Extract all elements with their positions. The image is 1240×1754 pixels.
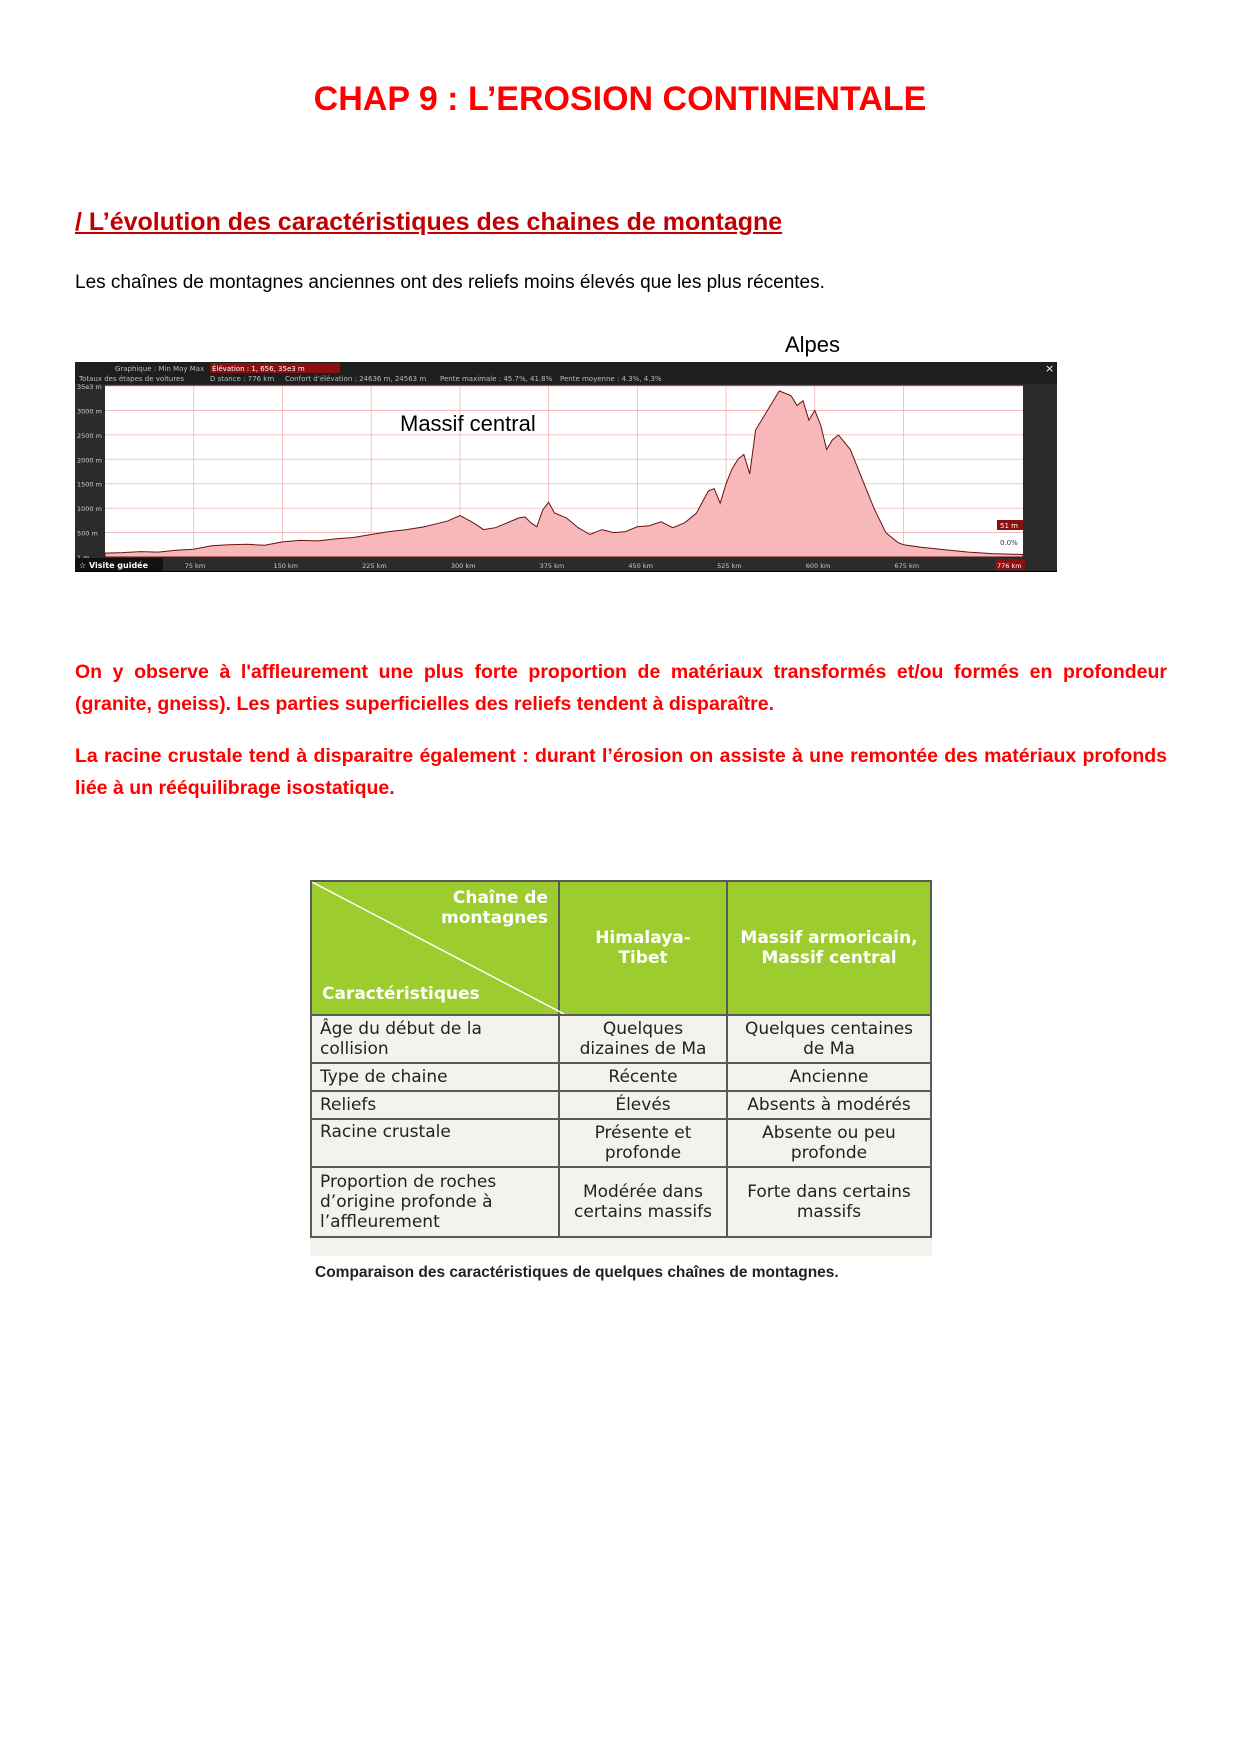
toolbar-elevation: Élévation : 1, 656, 35e3 m (212, 365, 305, 373)
x-tick-label: 525 km (717, 562, 742, 570)
label-alpes: Alpes (785, 332, 841, 357)
comparison-table (310, 880, 932, 1256)
row-label: Racine crustale (311, 1119, 559, 1167)
x-tick-label: 600 km (805, 562, 831, 570)
y-tick-label: 35e3 m (77, 383, 102, 391)
y-tick-label: 1000 m (77, 505, 102, 514)
intro-text: Les chaînes de montagnes anciennes ont des reliefs moins élevés que les plus récentes. (75, 272, 825, 293)
header-massif: Massif armoricain, Massif central (727, 881, 931, 1015)
toolbar-distance: D stance : 776 km (210, 375, 275, 383)
visit-guided-button[interactable]: ☆ Visite guidée (79, 561, 149, 570)
table-caption: Comparaison des caractéristiques de quelques chaînes de montagnes. (315, 1264, 839, 1281)
end-elevation: 51 m (1000, 522, 1018, 530)
row-value-himalaya: Modérée dans certains massifs (559, 1167, 727, 1237)
row-value-massif: Absents à modérés (727, 1091, 931, 1119)
toolbar-comfort: Confort d’élévation : 24636 m, 24563 m (285, 375, 427, 383)
table-row (311, 1015, 931, 1063)
paragraph-crustal-root: La racine crustale tend à disparaitre également : durant l’érosion on assiste à une remontée des matériaux profonds liée à un rééquilibrage isostatique. (75, 745, 1167, 799)
label-massif-central: Massif central (400, 411, 536, 436)
table-row (311, 1091, 931, 1119)
x-tick-label: 675 km (894, 562, 920, 570)
elevation-profile (75, 362, 1057, 572)
toolbar-max-slope: Pente maximale : 45.7%, 41.8% (440, 375, 553, 383)
row-value-massif: Quelques centaines de Ma (727, 1015, 931, 1063)
toolbar-totals: Totaux des étapes de voitures (79, 375, 184, 383)
row-value-massif: Absente ou peu profonde (727, 1119, 931, 1167)
x-tick-label: 75 km (184, 562, 206, 570)
y-tick-label: 2500 m (77, 431, 102, 440)
table-row (311, 1167, 931, 1237)
x-tick-label: 300 km (450, 562, 476, 570)
x-tick-label: 776 km (997, 562, 1022, 570)
header-top-label: Chaîne de montagnes (440, 888, 548, 928)
table-header-row (311, 881, 931, 1015)
row-value-himalaya: Quelques dizaines de Ma (559, 1015, 727, 1063)
table-row (311, 1119, 931, 1167)
paragraph-outcrop: On y observe à l'affleurement une plus forte proportion de matériaux transformés et/ou formés en profondeur (granite, gneiss). Les parties superficielles des reliefs tendent à disparaître. (75, 661, 1167, 715)
close-icon: × (1045, 362, 1055, 375)
toolbar-avg-slope: Pente moyenne : 4.3%, 4.3% (560, 375, 662, 383)
y-tick-label: 3000 m (77, 407, 102, 416)
x-tick-label: 450 km (628, 562, 653, 570)
row-label: Type de chaine (311, 1063, 559, 1091)
page-title: CHAP 9 : L’EROSION CONTINENTALE (313, 80, 927, 118)
y-tick-label: 500 m (77, 529, 98, 538)
table-row (311, 1063, 931, 1091)
row-label: Reliefs (311, 1091, 559, 1119)
x-tick-label: 225 km (362, 562, 387, 570)
row-value-himalaya: Présente et profonde (559, 1119, 727, 1167)
header-himalaya: Himalaya- Tibet (559, 881, 727, 1015)
y-tick-label: 2000 m (77, 456, 102, 465)
x-tick-label: 150 km (273, 562, 299, 570)
header-diagonal-cell (311, 881, 559, 1015)
row-value-himalaya: Récente (559, 1063, 727, 1091)
row-value-massif: Forte dans certains massifs (727, 1167, 931, 1237)
header-bottom-label: Caractéristiques (322, 984, 480, 1004)
toolbar-graph: Graphique : Min Moy Max (115, 365, 205, 373)
row-value-massif: Ancienne (727, 1063, 931, 1091)
row-label: Proportion de roches d’origine profonde à l’affleurement (311, 1167, 559, 1237)
section-heading: / L’évolution des caractéristiques des chaines de montagne (75, 208, 783, 236)
row-label: Âge du début de la collision (311, 1015, 559, 1063)
end-slope: 0.0% (1000, 539, 1018, 547)
y-tick-label: 1500 m (77, 480, 102, 489)
row-value-himalaya: Élevés (559, 1091, 727, 1119)
x-tick-label: 375 km (539, 562, 565, 570)
